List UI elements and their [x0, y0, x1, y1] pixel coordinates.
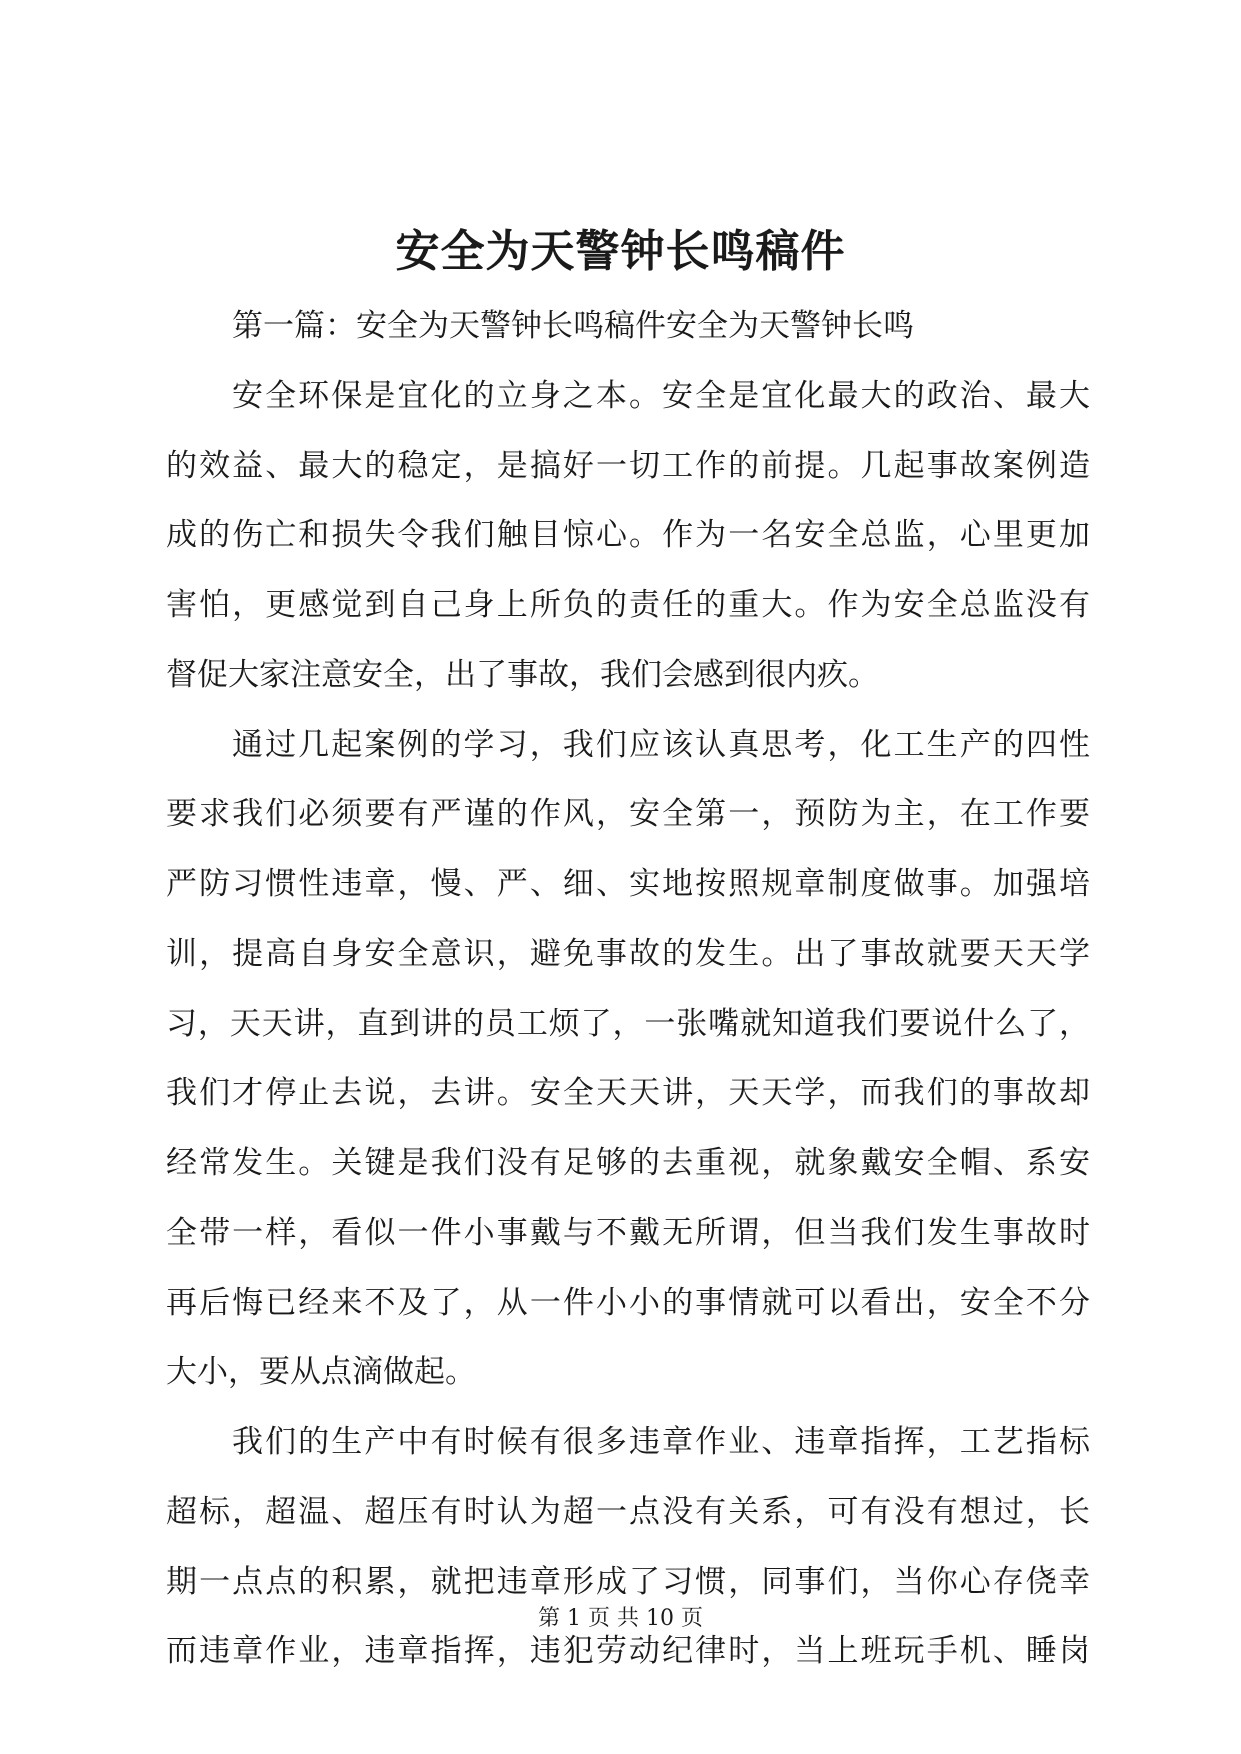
paragraph-line: 大小，要从点滴做起。	[166, 1354, 476, 1391]
paragraph-line: 全带一样，看似一件小事戴与不戴无所谓，但当我们发生事故时	[166, 1214, 1090, 1251]
paragraph-line: 要求我们必须要有严谨的作风，安全第一，预防为主，在工作要	[166, 796, 1090, 833]
page-number-footer: 第 1 页 共 10 页	[538, 1606, 703, 1631]
paragraph-line: 督促大家注意安全，出了事故，我们会感到很内疚。	[166, 656, 879, 693]
paragraph-line: 经常发生。关键是我们没有足够的去重视，就象戴安全帽、系安	[166, 1145, 1090, 1181]
paragraph-line: 通过几起案例的学习，我们应该认真思考，化工生产的四性	[232, 726, 1090, 763]
document-title: 安全为天警钟长鸣稿件	[395, 226, 846, 277]
paragraph-line: 我们才停止去说，去讲。安全天天讲，天天学，而我们的事故却	[166, 1075, 1090, 1112]
paragraph-line: 我们的生产中有时候有很多违章作业、违章指挥，工艺指标	[232, 1424, 1090, 1460]
paragraph-line: 训，提高自身安全意识，避免事故的发生。出了事故就要天天学	[166, 935, 1090, 972]
paragraph-line: 成的伤亡和损失令我们触目惊心。作为一名安全总监，心里更加	[166, 517, 1090, 554]
paragraph-line: 的效益、最大的稳定，是搞好一切工作的前提。几起事故案例造	[166, 447, 1090, 484]
paragraph-line: 安全环保是宜化的立身之本。安全是宜化最大的政治、最大	[232, 377, 1090, 414]
paragraph-line: 再后悔已经来不及了，从一件小小的事情就可以看出，安全不分	[166, 1284, 1090, 1321]
section-heading: 第一篇：安全为天警钟长鸣稿件安全为天警钟长鸣	[232, 308, 914, 344]
document-body	[166, 292, 1090, 1687]
paragraph-line: 超标，超温、超压有时认为超一点没有关系，可有没有想过，长	[166, 1493, 1090, 1530]
paragraph-line: 习，天天讲，直到讲的员工烦了，一张嘴就知道我们要说什么了，	[166, 1005, 1090, 1042]
paragraph-line: 期一点点的积累，就把违章形成了习惯，同事们，当你心存侥幸	[166, 1563, 1090, 1600]
paragraph-line: 害怕，更感觉到自己身上所负的责任的重大。作为安全总监没有	[166, 587, 1090, 623]
paragraph-line: 严防习惯性违章，慢、严、细、实地按照规章制度做事。加强培	[166, 866, 1090, 902]
paragraph-line: 而违章作业，违章指挥，违犯劳动纪律时，当上班玩手机、睡岗	[166, 1633, 1090, 1670]
